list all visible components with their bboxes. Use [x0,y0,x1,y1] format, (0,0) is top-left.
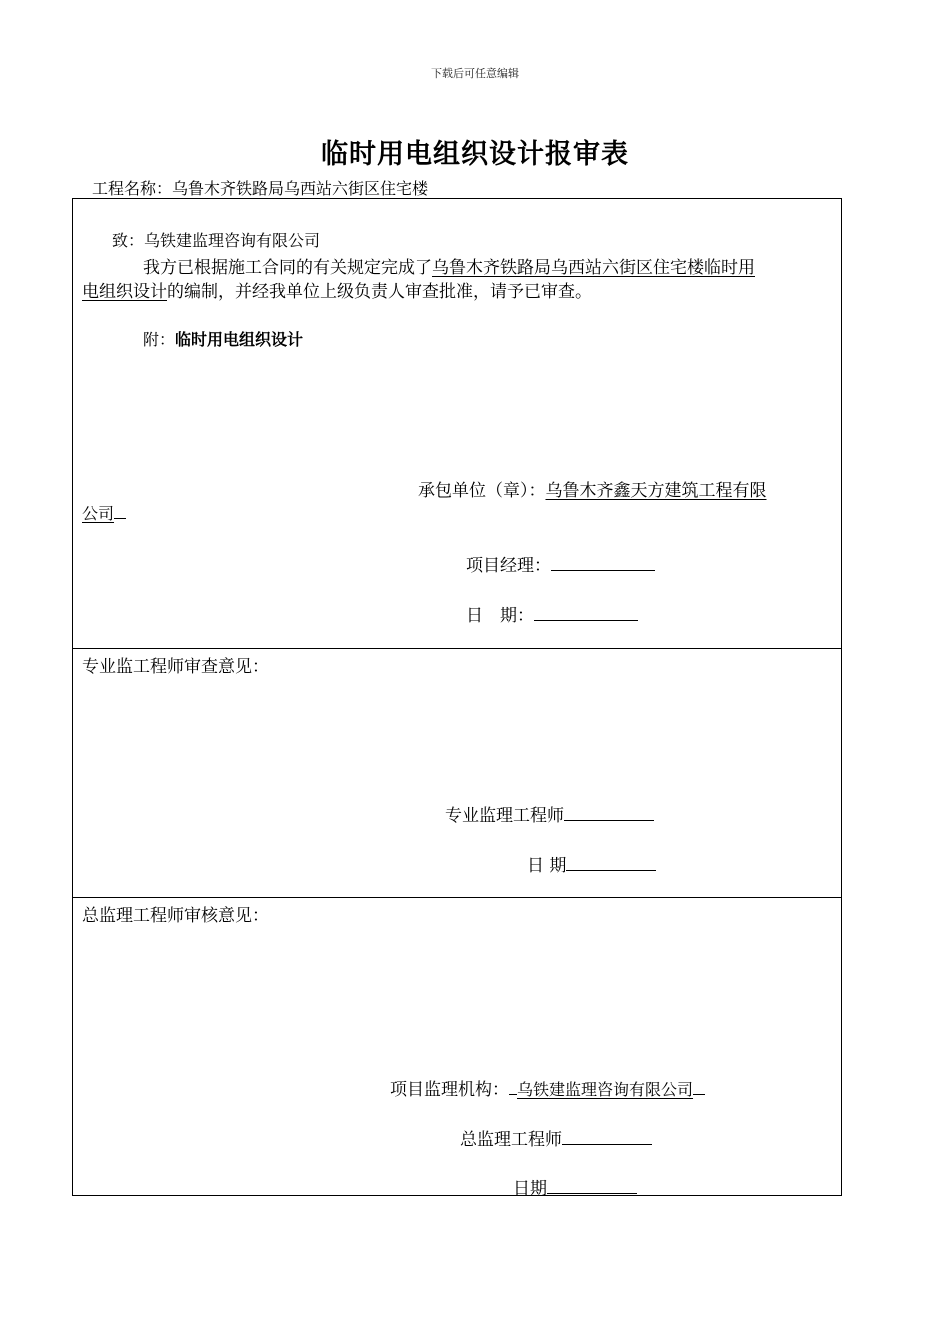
section-divider-1 [72,648,842,649]
engineer-signature-field [564,819,654,821]
date-field-1 [534,619,638,621]
chief-signature-line [460,1125,652,1150]
org-label: 项目监理机构： [390,1080,509,1100]
project-name: 乌鲁木齐铁路局乌西站六街区住宅楼 [172,179,429,198]
addressee-line [112,228,320,251]
chief-review-heading: 总监理工程师审核意见： [82,906,269,926]
date-line-3 [513,1174,637,1199]
contractor-line-1 [418,476,767,501]
body-suffix: 的编制，并经我单位上级负责人审查批准，请予已审查。 [167,282,592,302]
date-line-2 [527,851,656,876]
contractor-name-tail [114,517,126,519]
manager-label: 项目经理： [466,556,551,576]
org-pad [509,1093,517,1095]
section-divider-2 [72,897,842,898]
org-tail [693,1093,705,1095]
to-name: 乌铁建监理咨询有限公司 [144,231,321,250]
org-name: 乌铁建监理咨询有限公司 [517,1080,694,1099]
date-label-1: 日 期： [466,606,534,626]
body-line-2 [82,277,592,302]
page-title: 临时用电组织设计报审表 [321,139,629,170]
to-label: 致： [112,231,145,250]
contractor-name-2: 公司 [82,504,115,523]
date-line-1 [466,601,638,626]
attach-label: 附： [143,330,176,349]
body-line-1 [143,253,755,278]
engineer-signature-line [445,801,654,826]
header-note: 下载后可任意编辑 [431,67,519,80]
manager-line [466,551,655,576]
date-field-3 [547,1192,637,1194]
contractor-name-1: 乌鲁木齐鑫天方建筑工程有限 [545,481,767,501]
body-underlined-2: 电组织设计 [82,282,167,302]
engineer-label: 专业监理工程师 [445,806,564,826]
supervision-org-line [390,1075,705,1100]
contractor-label: 承包单位（章）： [418,481,546,501]
date-field-2 [566,869,656,871]
chief-label: 总监理工程师 [460,1130,562,1150]
date-label-3: 日期 [513,1179,547,1199]
attach-value: 临时用电组织设计 [175,330,304,349]
project-name-line [92,176,428,199]
manager-signature-field [551,569,655,571]
attachment-line [143,327,303,350]
body-prefix: 我方已根据施工合同的有关规定完成了 [143,258,432,278]
body-underlined-1: 乌鲁木齐铁路局乌西站六街区住宅楼临时用 [432,258,755,278]
contractor-line-2 [82,501,126,524]
engineer-review-heading: 专业监工程师审查意见： [82,657,269,677]
date-label-2: 日 期 [527,856,567,876]
project-label: 工程名称： [92,179,173,198]
chief-signature-field [562,1143,652,1145]
